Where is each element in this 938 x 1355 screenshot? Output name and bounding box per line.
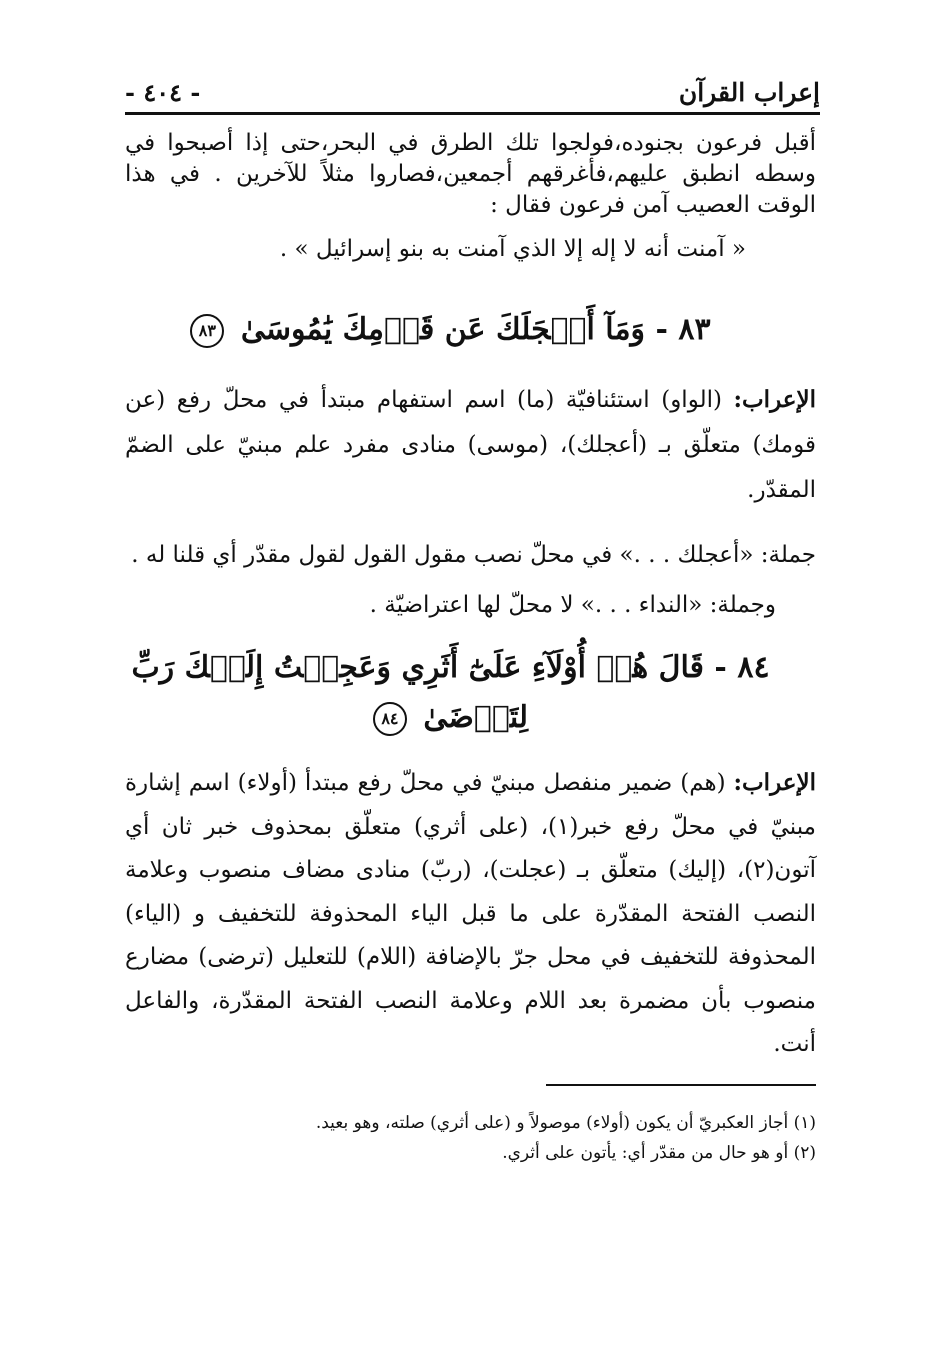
page-number: - ٤٠٤ - [125, 77, 201, 107]
intro-paragraph: أقبل فرعون بجنوده،فولجوا تلك الطرق في البحر،حتى إذا أصبحوا في وسطه انطبق عليهم،فأغرقهم أجمعين،فصاروا مثلاً للآخرين . في هذا الوقت العصيب آمن فرعون فقال : [125, 130, 816, 218]
verse-text: وَمَآ أَعۡجَلَكَ عَن قَوۡمِكَ يَٰمُوسَىٰ [240, 312, 646, 347]
irab-label: الإعراب: [733, 769, 816, 796]
verse-83 [125, 305, 816, 355]
irab-paragraph-84 [125, 761, 816, 1067]
footnote-divider [546, 1084, 816, 1086]
irab-text: (هم) ضمير منفصل مبنيّ في محلّ رفع مبتدأ (أولاء) اسم إشارة مبنيّ في محلّ رفع خبر(١)، (على أثري) متعلّق بمحذوف خبر ثان أي آتون(٢)، (إليك) متعلّق بـ (عجلت)، (ربّ) منادى مضاف منصوب وعلامة النصب الفتحة المقدّرة على ما قبل الياء المحذوفة للتخفيف و (الياء) المحذوفة للتخفيف في محل جرّ بالإضافة (اللام) للتعليل (ترضى) مضارع منصوب بأن مضمرة بعد اللام وعلامة النصب الفتحة المقدّرة، والفاعل أنت. [125, 770, 816, 1057]
verse-number: ٨٤ - [714, 650, 770, 685]
ayah-end-mark: ٨٤ [373, 702, 407, 736]
ayah-end-mark: ٨٣ [190, 314, 224, 348]
irab-label: الإعراب: [733, 386, 816, 413]
page-body [125, 128, 816, 1067]
footnote-1: (١) أجاز العكبريّ أن يكون (أولاء) موصولاً و (على أثري) صلته، وهو بعيد. [315, 1113, 816, 1133]
verse-84 [125, 643, 816, 743]
running-title: إعراب القرآن [678, 77, 820, 107]
irab-paragraph-83 [125, 377, 816, 513]
quote-line: « آمنت أنه لا إله إلا الذي آمنت به بنو إسرائيل » . [279, 236, 746, 262]
page-header [125, 72, 820, 115]
footnote-2: (٢) أو هو حال من مقدّر أي: يأتون على أثري. [502, 1143, 816, 1163]
verse-text: قَالَ هُمۡ أُوْلَآءِ عَلَىٰٓ أَثَرِي وَعَجِلۡتُ إِلَيۡكَ رَبِّ لِتَرۡضَىٰ [131, 650, 704, 735]
verse-number: ٨٣ - [655, 312, 711, 347]
jumla-paragraph-2: وجملة: «النداء . . .» لا محلّ لها اعتراضيّة . [369, 592, 776, 618]
jumla-paragraph-1: جملة: «أعجلك . . .» في محلّ نصب مقول القول لقول مقدّر أي قلنا له . [131, 542, 816, 568]
irab-text: (الواو) استئنافيّة (ما) اسم استفهام مبتدأ في محلّ رفع (عن قومك) متعلّق بـ (أعجلك)، (موسى) منادى مفرد علم مبنيّ على الضمّ المقدّر. [125, 387, 816, 503]
